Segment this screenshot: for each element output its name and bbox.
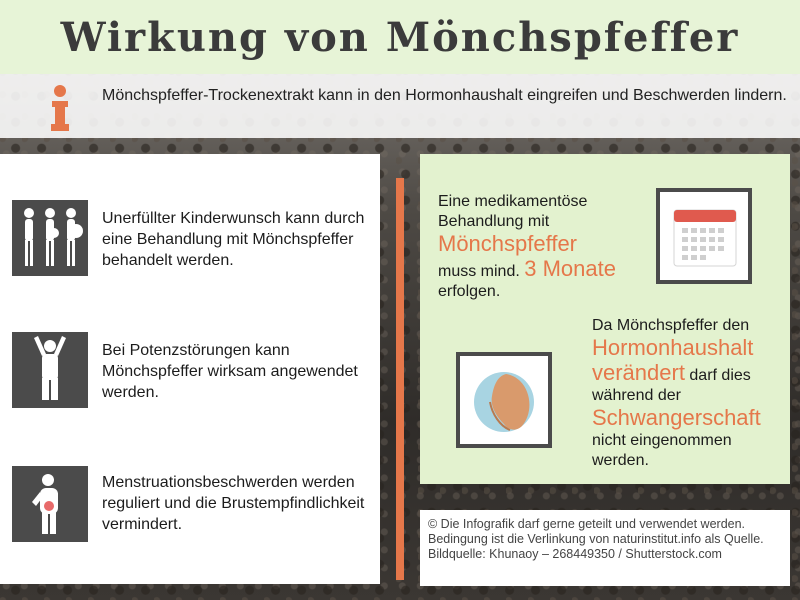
info-bar xyxy=(0,74,800,138)
highlight-schwangerschaft: Schwangerschaft xyxy=(592,405,761,430)
woman-abdomen-icon xyxy=(12,466,88,542)
info-panel-green xyxy=(420,154,790,484)
highlight-hormonhaushalt: Hormonhaushalt xyxy=(592,335,754,360)
pregnant-belly-icon xyxy=(456,352,552,448)
highlight-veraendert: verändert xyxy=(592,360,685,385)
effects-panel xyxy=(0,154,380,584)
copyright-box xyxy=(420,510,790,586)
effect-text-fertility: Unerfüllter Kinderwunsch kann durch eine Behandlung mit Mönchspfeffer behandelt werden. xyxy=(102,210,365,269)
info-text: Mönchspfeffer-Trockenextrakt kann in den Hormonhaushalt eingreifen und Beschwerden lindern. xyxy=(102,87,787,104)
page-title: Wirkung von Mönchspfeffer xyxy=(60,13,740,61)
pregnancy-warning-text: Da Mönchspfeffer den Hormonhaushalt verändert darf dies während der Schwangerschaft nicht eingenommen werden. xyxy=(592,317,761,469)
highlight-duration: 3 Monate xyxy=(524,256,616,281)
copyright-text: © Die Infografik darf gerne geteilt und verwendet werden. Bedingung ist die Verlinkung von naturinstitut.info als Quelle. Bildquelle: Khunaoy – 268449350 / Shutterstock.com xyxy=(428,517,764,561)
orange-divider xyxy=(396,178,404,580)
info-icon xyxy=(46,84,74,132)
effect-text-menstruation: Menstruationsbeschwerden werden reguliert und die Brustempfindlichkeit vermindert. xyxy=(102,474,365,533)
man-raised-arms-icon xyxy=(12,332,88,408)
pregnancy-icon xyxy=(12,200,88,276)
title-bar xyxy=(0,0,800,74)
highlight-moenchspfeffer: Mönchspfeffer xyxy=(438,231,578,256)
treatment-text: Eine medikamentöse Behandlung mit Mönchspfeffer muss mind. 3 Monate erfolgen. xyxy=(438,193,616,300)
calendar-icon xyxy=(656,188,752,284)
effect-text-potency: Bei Potenzstörungen kann Mönchspfeffer wirksam angewendet werden. xyxy=(102,342,358,401)
